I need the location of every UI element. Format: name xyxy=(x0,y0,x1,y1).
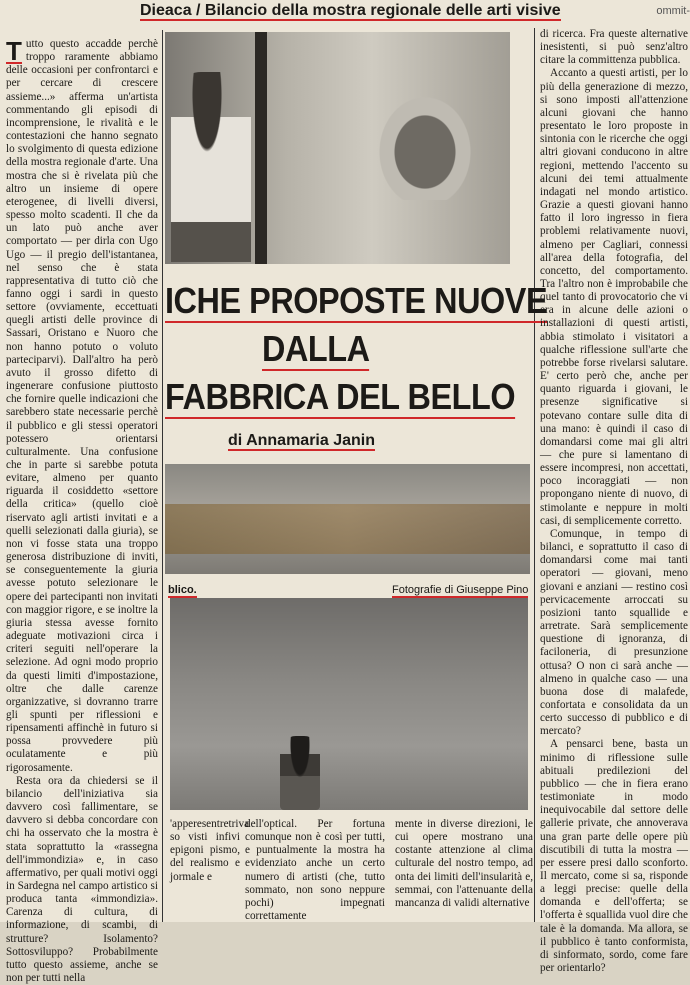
column-divider xyxy=(162,30,163,922)
header-title: Dieaca / Bilancio della mostra regionale delle arti visive xyxy=(140,2,561,19)
photo-artwork xyxy=(365,80,485,200)
headline-line-2: DALLA xyxy=(262,328,370,369)
paragraph-1: di ricerca. Fra queste alternative inesistenti, si può senz'altro citare la committenza pubblica. xyxy=(540,28,688,67)
article-column-bottom-2: dell'optical. Per fortuna comunque non è così per tutti, e puntualmente la mostra ha evidenziato anche un certo numero di artisti (che, tutto sommato, non sono neppure pochi) impegnati correttamente xyxy=(245,818,385,923)
photo-man-figure xyxy=(171,72,251,262)
article-column-right xyxy=(540,28,688,975)
photo-woman-figure xyxy=(170,598,528,810)
photo-artist-portrait xyxy=(165,32,510,264)
photo-credit: Fotografie di Giuseppe Pino xyxy=(392,584,529,596)
photo-stain xyxy=(165,504,530,554)
byline: di Annamaria Janin xyxy=(228,432,375,449)
paragraph-3: Comunque, in tempo di bilanci, e soprattutto il caso di domandarsi come mai tanti operatori — giovani, meno giovani e anziani — restino così pervicacemente arroccati su posizioni tanto squallide e arretrate. Sarà semplicemente questione di ignoranza, di faciloneria, di presunzione ottusa? O non ci sarà anche — almeno in qualche caso — una buona dose di malafede, confortata e consolidata da un certo successo di pubblico e di mercato? xyxy=(540,527,688,738)
paragraph-2: Resta ora da chiedersi se il bilancio dell'iniziativa sia davvero così fallimentare, se davvero si debba concordare con chi ha osservato che la mostra è stata soprattutto la «rassegna dell'immondizia» e, in caso affermativo, per quali motivi oggi in Sardegna nel campo artistico si produca tanta «immondizia». Carenza di cultura, di informazione, di scambi, di strutture? Isolamento? Sottosviluppo? Probabilmente tutto questo assieme, anche se non per tutti nella xyxy=(6,774,158,985)
paragraph-4: A pensarci bene, basta un minimo di riflessione sulle abituali predilezioni del pubblico — che in fiera erano testimoniate in modo inequivocabile dal settore delle gallerie private, che annoverava una gran parte delle opere più discutibili di tutta la mostra — per essere presi dallo sconforto. Il mercato, come si sa, risponde a leggi precise: quelle della domanda e dell'offerta; se l'offerta è squallida vuol dire che tale è la domanda. Ma allora, se il pubblico è tanto conformista, di sinformato, sordo, come fare per orientarlo? xyxy=(540,738,688,975)
photo-door xyxy=(255,32,267,264)
header-cut-text: ommit- xyxy=(656,5,690,17)
photo-caption-fragment: blico. xyxy=(168,584,197,596)
section-header xyxy=(140,0,690,24)
column-divider xyxy=(534,28,535,922)
paragraph-2: Accanto a questi artisti, per lo più della generazione di mezzo, si sono imposti all'attenzione alcuni giovani che hanno presentato le loro proposte in sintonia con le ricerche che oggi altri giovani conducono in altre regioni, mettendo l'accento su alcuni dei temi attualmente indagati nel mondo artistico. Grazie a questi giovani hanno fatto il loro ingresso in fiera problemi relativamente nuovi, almeno per Cagliari, connessi all'area della fotografia, del concetto, del comportamento. Tra l'altro non è improbabile che quel tanto di provocatorio che vi era in alcune delle azioni o installazioni di questi artisti, abbia stimolato i visitatori a qualche riflessione sull'arte che potrebbe forse rivelarsi salutare. E' certo però che, anche per quanto riguarda i giovani, le presenze significative si potevano contare sulle dita di una mano: è quindi il caso di domandarsi come mai gli altri — che pure si lamentano di essere incompresi, non accettati, poco incoraggiati — non propongano niente di nuovo, di stimolante e neppure in molti casi, di semplicemente corretto. xyxy=(540,67,688,527)
article-column-left xyxy=(6,36,158,985)
photo-figure xyxy=(280,736,320,810)
article-column-bottom-3: mente in diverse direzioni, le cui opere mostrano una costante attenzione al clima culturale del nostro tempo, ad onta dei limiti dell'insularità e, semmai, con l'attenuante della mancanza di validi alternative xyxy=(395,818,533,909)
headline-line-1: ICHE PROPOSTE NUOVE xyxy=(165,280,548,321)
dropcap: T xyxy=(6,36,22,66)
photo-exhibition-strip xyxy=(165,464,530,574)
headline-line-3: FABBRICA DEL BELLO xyxy=(165,376,516,417)
paragraph-1: T utto questo accadde perchè troppo raramente abbiamo delle occasioni per confrontarci e per cercare di crescere assieme...» afferma un'artista commentando gli episodi di incomprensione, le rivalità e le contestazioni che hanno segnato lo svolgimento di questa edizione della mostra regionale d'arte. Una mostra che si è rivelata più che altro un insieme di opere eterogenee, di livelli diversi, spesso molto scadenti. Il che da un lato può anche aver comportato — per dirla con Ugo Ugo — il pregio dell'istantanea, nel senso che è stata rappresentativa di tutto ciò che fanno oggi i sardi in questo settore (ovviamente, eccettuati quegli artisti delle province di Sassari, Oristano e Nuoro che non hanno potuto o voluto parteciparvi). Dall'altro ha però avuto il grosso difetto di ingenerare confusione piuttosto che fornire quelle indicazioni che sarebbero state necessarie perchè il pubblico e gli stessi operatori potessero orientarsi culturalmente. Una confusione che in parte si sarebbe potuta evitare, almeno per quanto riguarda il cosiddetto «settore della critica» (quello cioè riservato agli artisti invitati e a quelli selezionati dalla giuria), se non vi fosse stata una troppo generosa distribuzione di inviti, se conseguentemente la giuria avesse potuto selezionare le opere dei partecipanti non invitati con maggior rigore, e se inoltre la giuria stessa avesse fornito adeguate motivazioni circa i criteri seguiti nell'operare la selezione. Ad ogni modo proprio da questi limiti d'impostazione, oltre che dalle carenze organizzative, si dovranno trarre gli spunti per riflessioni e ripensamenti affinchè in futuro si possa provvedere più oculatamente e più rigorosamente. xyxy=(6,36,158,774)
article-column-bottom-1: 'apperesentretriva so visti infivi epigoni pismo, del realismo e jormale e xyxy=(170,818,250,883)
